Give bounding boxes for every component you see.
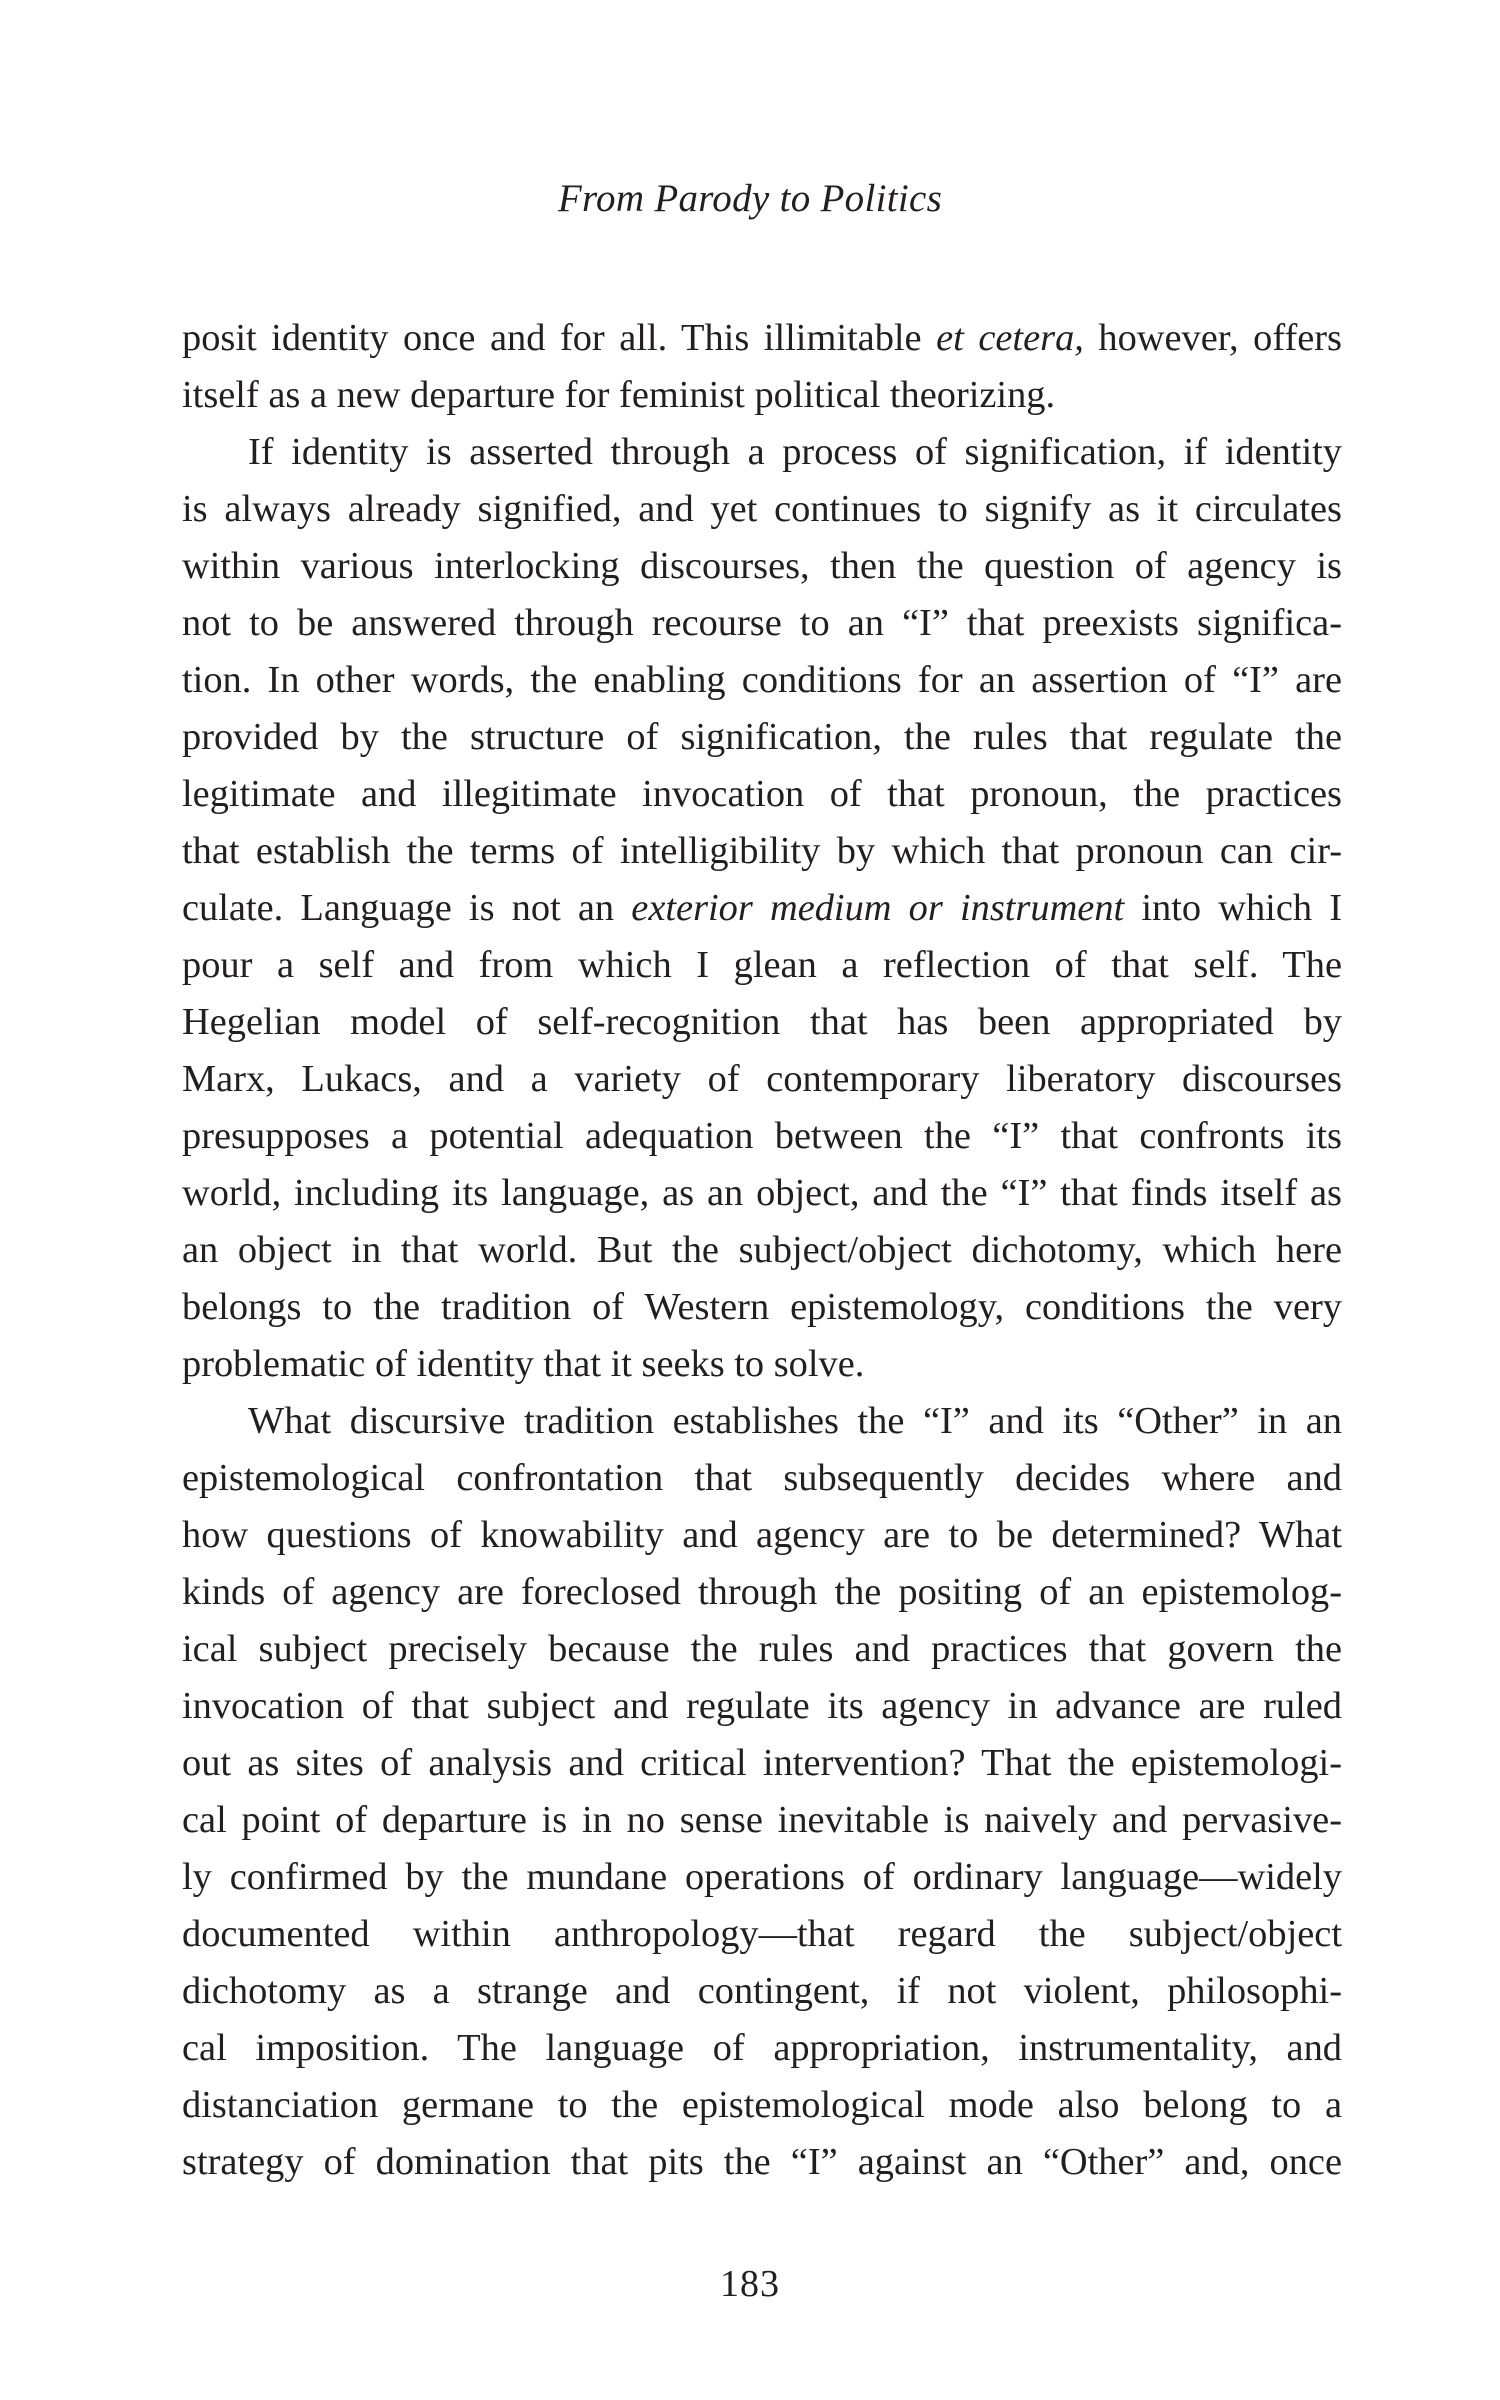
text-segment: out as sites of analysis and critical intervention? That the epistemologi- [182, 1742, 1342, 1784]
text-segment: that establish the terms of intelligibility by which that pronoun can cir- [182, 830, 1342, 872]
text-segment: culate. Language is not an [182, 887, 632, 929]
text-line [182, 766, 1342, 823]
text-segment: not to be answered through recourse to an “I” that preexists significa- [182, 602, 1342, 644]
text-line [182, 1108, 1342, 1165]
text-segment: distanciation germane to the epistemological mode also belong to a [182, 2084, 1342, 2126]
text-line [182, 1678, 1342, 1735]
text-line [182, 880, 1342, 937]
text-line [182, 652, 1342, 709]
text-segment: documented within anthropology—that regard the subject/object [182, 1913, 1342, 1955]
text-segment: cal imposition. The language of appropriation, instrumentality, and [182, 2027, 1342, 2069]
text-line [182, 1963, 1342, 2020]
text-line [182, 1393, 1342, 1450]
text-segment: however, offers [1083, 317, 1342, 359]
text-segment: into which I [1124, 887, 1343, 929]
text-segment: ical subject precisely because the rules and practices that govern the [182, 1628, 1342, 1670]
text-line [182, 823, 1342, 880]
italic-text: exterior medium or instrument [631, 887, 1125, 929]
text-line [182, 1906, 1342, 1963]
text-segment: itself as a new departure for feminist political theorizing. [182, 374, 1056, 416]
text-line [182, 2020, 1342, 2077]
text-line [182, 994, 1342, 1051]
body-text [182, 310, 1342, 2191]
text-line [182, 1792, 1342, 1849]
text-segment: strategy of domination that pits the “I” against an “Other” and, once [182, 2141, 1342, 2183]
text-segment: provided by the structure of signification, the rules that regulate the [182, 716, 1342, 758]
text-segment: problematic of identity that it seeks to solve. [182, 1343, 865, 1385]
text-segment: within various interlocking discourses, then the question of agency is [182, 545, 1342, 587]
text-line [182, 1564, 1342, 1621]
text-line [182, 595, 1342, 652]
text-segment: cal point of departure is in no sense inevitable is naively and pervasive- [182, 1799, 1342, 1841]
italic-text: et cetera, [936, 317, 1084, 359]
text-segment: What discursive tradition establishes the “I” and its “Other” in an [248, 1400, 1342, 1442]
text-line [182, 310, 1342, 367]
text-line [182, 937, 1342, 994]
text-segment: presupposes a potential adequation between the “I” that confronts its [182, 1115, 1342, 1157]
text-line [182, 1450, 1342, 1507]
text-segment: tion. In other words, the enabling conditions for an assertion of “I” are [182, 659, 1342, 701]
text-segment: is always already signified, and yet continues to signify as it circulates [182, 488, 1342, 530]
text-line [182, 709, 1342, 766]
text-segment: legitimate and illegitimate invocation of that pronoun, the practices [182, 773, 1342, 815]
text-line [182, 1336, 1342, 1393]
text-line [182, 1051, 1342, 1108]
text-line [182, 424, 1342, 481]
text-line [182, 2077, 1342, 2134]
text-segment: ly confirmed by the mundane operations of ordinary language—widely [182, 1856, 1342, 1898]
text-line [182, 1735, 1342, 1792]
text-segment: epistemological confrontation that subsequently decides where and [182, 1457, 1342, 1499]
text-segment: invocation of that subject and regulate its agency in advance are ruled [182, 1685, 1342, 1727]
text-line [182, 481, 1342, 538]
text-segment: world, including its language, as an object, and the “I” that finds itself as [182, 1172, 1342, 1214]
text-segment: belongs to the tradition of Western epistemology, conditions the very [182, 1286, 1342, 1328]
text-line [182, 367, 1342, 424]
text-segment: kinds of agency are foreclosed through the positing of an epistemolog- [182, 1571, 1342, 1613]
text-line [182, 1165, 1342, 1222]
text-segment: Hegelian model of self-recognition that has been appropriated by [182, 1001, 1342, 1043]
text-segment: dichotomy as a strange and contingent, if not violent, philosophi- [182, 1970, 1342, 2012]
text-line [182, 1849, 1342, 1906]
text-segment: how questions of knowability and agency are to be determined? What [182, 1514, 1342, 1556]
text-segment: an object in that world. But the subject/object dichotomy, which here [182, 1229, 1342, 1271]
page-number: 183 [720, 2263, 780, 2305]
text-segment: If identity is asserted through a process of signification, if identity [248, 431, 1342, 473]
text-line [182, 1507, 1342, 1564]
text-line [182, 1222, 1342, 1279]
text-line [182, 1621, 1342, 1678]
text-segment: posit identity once and for all. This illimitable [182, 317, 937, 359]
text-segment: pour a self and from which I glean a reflection of that self. The [182, 944, 1342, 986]
text-line [182, 1279, 1342, 1336]
text-segment: Marx, Lukacs, and a variety of contemporary liberatory discourses [182, 1058, 1342, 1100]
running-head: From Parody to Politics [557, 177, 943, 220]
text-line [182, 2134, 1342, 2191]
text-line [182, 538, 1342, 595]
